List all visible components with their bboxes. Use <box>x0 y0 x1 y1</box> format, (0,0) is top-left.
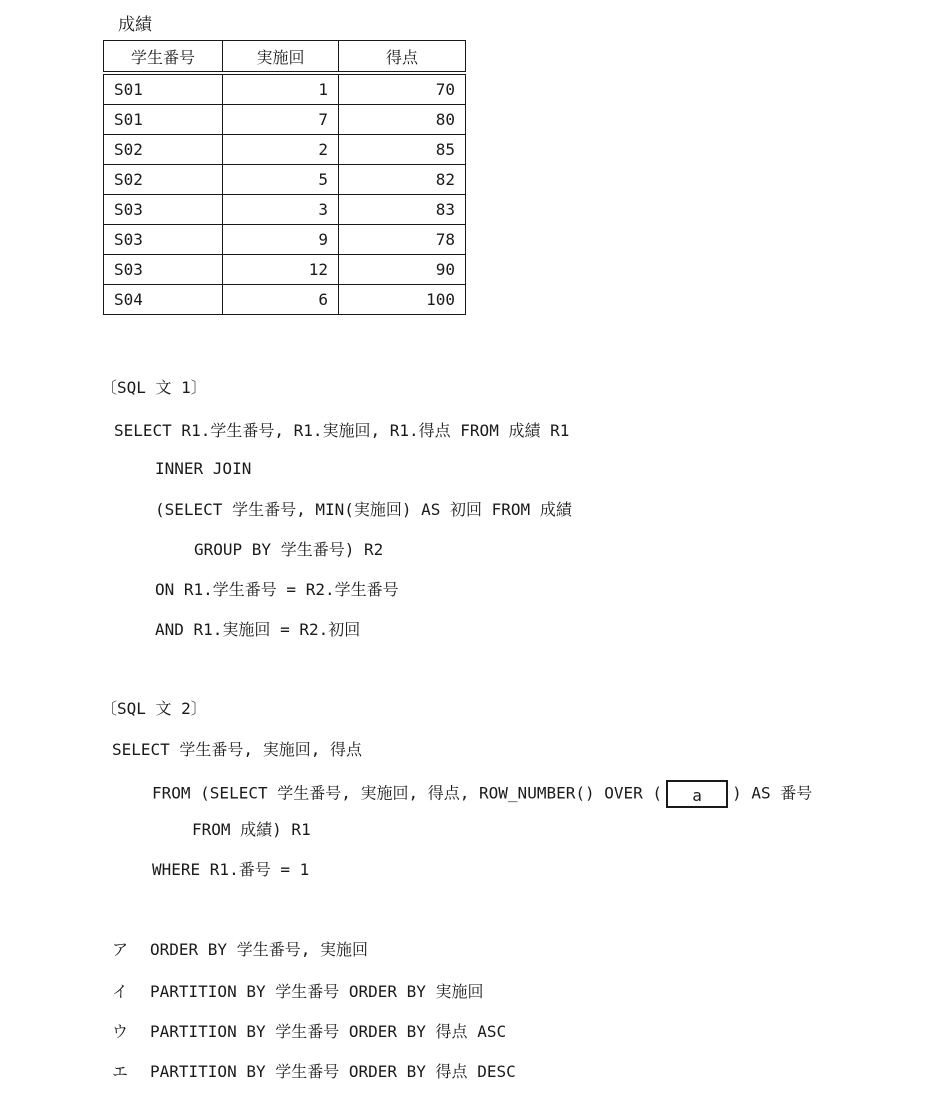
table-header-row <box>104 41 466 74</box>
header-student-id: 学生番号 <box>104 41 223 74</box>
option-mark: エ <box>112 1062 129 1081</box>
option-text: PARTITION BY 学生番号 ORDER BY 得点 ASC <box>150 1022 507 1041</box>
option-text: PARTITION BY 学生番号 ORDER BY 得点 DESC <box>150 1062 516 1081</box>
cell-score: 83 <box>339 195 466 225</box>
sql2-line: WHERE R1.番号 = 1 <box>152 860 310 879</box>
table-row <box>104 285 466 315</box>
sql1-line: INNER JOIN <box>155 459 252 478</box>
table-row <box>104 105 466 135</box>
cell-attempt: 5 <box>223 165 339 195</box>
sql2-line2-start: FROM (SELECT 学生番号, 実施回, 得点, ROW_NUMBER() OVER ( <box>152 783 663 803</box>
cell-attempt: 1 <box>223 73 339 105</box>
cell-score: 78 <box>339 225 466 255</box>
sql2-line: FROM 成績) R1 <box>192 820 311 839</box>
cell-attempt: 9 <box>223 225 339 255</box>
sql2-line2-end: ) AS 番号 <box>732 783 813 803</box>
option-mark: イ <box>112 982 129 1001</box>
sql1-line: (SELECT 学生番号, MIN(実施回) AS 初回 FROM 成績 <box>155 500 572 519</box>
cell-score: 85 <box>339 135 466 165</box>
cell-score: 82 <box>339 165 466 195</box>
cell-student-id: S01 <box>104 73 223 105</box>
table-row <box>104 225 466 255</box>
cell-attempt: 7 <box>223 105 339 135</box>
option-mark: ア <box>112 940 129 959</box>
header-attempt: 実施回 <box>223 41 339 74</box>
cell-student-id: S03 <box>104 195 223 225</box>
header-score: 得点 <box>339 41 466 74</box>
sql1-line: AND R1.実施回 = R2.初回 <box>155 620 361 639</box>
blank-a-box: a <box>666 780 728 808</box>
table-row <box>104 195 466 225</box>
cell-score: 100 <box>339 285 466 315</box>
sql1-line: SELECT R1.学生番号, R1.実施回, R1.得点 FROM 成績 R1 <box>114 421 570 440</box>
option-u <box>112 1022 506 1042</box>
cell-student-id: S01 <box>104 105 223 135</box>
sql2-heading: 〔SQL 文 2〕 <box>101 699 207 718</box>
sql1-heading: 〔SQL 文 1〕 <box>101 378 207 397</box>
cell-attempt: 2 <box>223 135 339 165</box>
table-row <box>104 255 466 285</box>
sql2-line-with-blank <box>152 780 812 808</box>
table-caption: 成績 <box>118 15 152 35</box>
cell-score: 70 <box>339 73 466 105</box>
cell-student-id: S03 <box>104 225 223 255</box>
cell-score: 90 <box>339 255 466 285</box>
sql1-line: ON R1.学生番号 = R2.学生番号 <box>155 580 399 599</box>
table-row <box>104 135 466 165</box>
sql2-line: SELECT 学生番号, 実施回, 得点 <box>112 740 362 759</box>
option-a <box>112 940 368 960</box>
option-text: ORDER BY 学生番号, 実施回 <box>150 940 368 959</box>
sql1-line: GROUP BY 学生番号) R2 <box>194 540 384 559</box>
cell-attempt: 3 <box>223 195 339 225</box>
cell-score: 80 <box>339 105 466 135</box>
cell-attempt: 6 <box>223 285 339 315</box>
cell-attempt: 12 <box>223 255 339 285</box>
cell-student-id: S04 <box>104 285 223 315</box>
cell-student-id: S02 <box>104 135 223 165</box>
cell-student-id: S03 <box>104 255 223 285</box>
grades-table <box>103 40 466 315</box>
cell-student-id: S02 <box>104 165 223 195</box>
table-row <box>104 73 466 105</box>
option-e <box>112 1062 516 1082</box>
option-i <box>112 982 484 1002</box>
option-mark: ウ <box>112 1022 129 1041</box>
option-text: PARTITION BY 学生番号 ORDER BY 実施回 <box>150 982 484 1001</box>
table-row <box>104 165 466 195</box>
